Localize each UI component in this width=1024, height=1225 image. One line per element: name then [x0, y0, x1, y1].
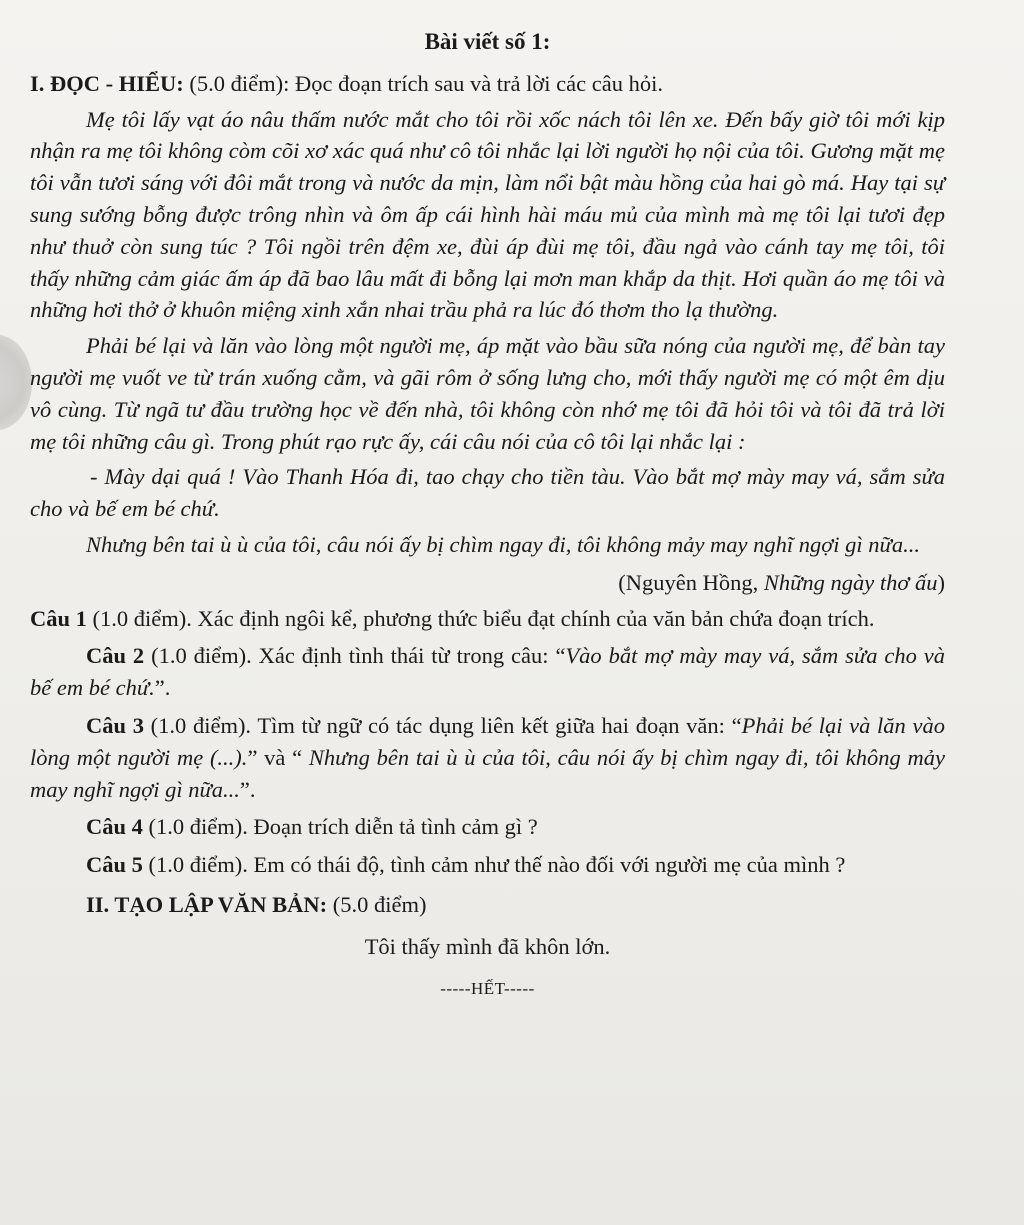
source-work: Những ngày thơ ấu [763, 569, 938, 595]
question-3-quote: Phải bé lại và lăn vào lòng một người mẹ (...). [30, 712, 945, 770]
question-2-quote: Vào bắt mợ mày may vá, sắm sửa cho và bế em bé chứ. [30, 643, 946, 701]
exam-content [30, 18, 945, 1004]
question-3-text: (1.0 điểm). Tìm từ ngữ có tác dụng liên kết giữa hai đoạn văn: “ [143, 712, 742, 738]
question-3-tail: ”. [239, 776, 256, 802]
question-1-text: (1.0 điểm). Xác định ngôi kể, phương thức biểu đạt chính của văn bản chứa đoạn trích. [86, 605, 875, 631]
section-2-heading [30, 889, 945, 921]
passage-paragraph-1: Mẹ tôi lấy vạt áo nâu thấm nước mắt cho tôi rồi xốc nách tôi lên xe. Đến bấy giờ tôi mới kịp nhận ra mẹ tôi không còm cõi xơ xác quá như cô tôi nhắc lại lời người họ nội của tôi. Gương mặt mẹ tôi vẫn tươi sáng với đôi mắt trong và nước da mịn, làm nổi bật màu hồng của hai gò má. Hay tại sự sung sướng bỗng được trông nhìn và ôm ấp cái hình hài máu mủ của mình mà mẹ tôi lại tươi đẹp như thuở còn sung túc ? Tôi ngồi trên đệm xe, đùi áp đùi mẹ tôi, đầu ngả vào cánh tay mẹ tôi, tôi thấy những cảm giác ấm áp đã bao lâu mất đi bỗng lại mơn man khắp da thịt. Hơi quần áo mẹ tôi và những hơi thở ở khuôn miệng xinh xắn nhai trầu phả ra lúc đó thơm tho lạ thường. [30, 106, 945, 323]
question-5-label: Câu 5 [86, 852, 143, 878]
question-4 [30, 811, 945, 843]
source-author: (Nguyên Hồng, [618, 569, 764, 595]
source-close: ) [937, 569, 945, 595]
question-5-text: (1.0 điểm). Em có thái độ, tình cảm như thế nào đối với người mẹ của mình ? [142, 852, 846, 878]
passage-dialogue: - Mày dại quá ! Vào Thanh Hóa đi, tao chạy cho tiền tàu. Vào bắt mợ mày may vá, sắm sửa cho và bế em bé chứ. [30, 464, 945, 522]
passage-paragraph-2: Phải bé lại và lăn vào lòng một người mẹ, áp mặt vào bầu sữa nóng của người mẹ, để bàn tay người mẹ vuốt ve từ trán xuống cằm, và gãi rôm ở sống lưng cho, mới thấy người mẹ có một êm dịu vô cùng. Từ ngã tư đầu trường học về đến nhà, tôi không còn nhớ mẹ tôi đã hỏi tôi và tôi đã trả lời mẹ tôi những câu gì. Trong phút rạo rực ấy, cái câu nói của cô tôi lại nhắc lại : [30, 333, 945, 454]
section-1-heading [30, 68, 945, 100]
question-2 [30, 640, 945, 704]
question-3-quote-2: Nhưng bên tai ù ù của tôi, câu nói ấy bị chìm ngay đi, tôi không mảy may nghĩ ngợi gì nữa... [30, 744, 945, 802]
question-1-label: Câu 1 [30, 605, 87, 631]
section-2-desc: (5.0 điểm) [327, 891, 427, 917]
passage-source [30, 567, 945, 599]
question-4-label: Câu 4 [86, 814, 143, 840]
question-4-text: (1.0 điểm). Đoạn trích diễn tả tình cảm gì ? [142, 814, 538, 840]
page-curl-shadow [0, 335, 32, 430]
end-marker: -----HẾT----- [440, 978, 535, 998]
section-1-label: I. ĐỌC - HIỂU: [30, 70, 184, 96]
question-1 [30, 603, 945, 635]
question-3-label: Câu 3 [86, 712, 144, 738]
passage-paragraph-4: Nhưng bên tai ù ù của tôi, câu nói ấy bị chìm ngay đi, tôi không mảy may nghĩ ngợi gì nữa... [86, 531, 920, 557]
question-2-label: Câu 2 [86, 643, 145, 669]
section-1-desc: (5.0 điểm): Đọc đoạn trích sau và trả lời các câu hỏi. [183, 70, 663, 96]
section-2-label: II. TẠO LẬP VĂN BẢN: [86, 891, 328, 917]
page-title: Bài viết số 1: [424, 29, 551, 54]
question-3 [30, 710, 945, 805]
question-2-text: (1.0 điểm). Xác định tình thái từ trong câu: “ [144, 643, 566, 669]
question-2-tail: ”. [154, 675, 171, 701]
question-3-mid: ” và “ [247, 744, 309, 770]
question-5 [30, 849, 945, 881]
essay-prompt: Tôi thấy mình đã khôn lớn. [364, 933, 611, 959]
